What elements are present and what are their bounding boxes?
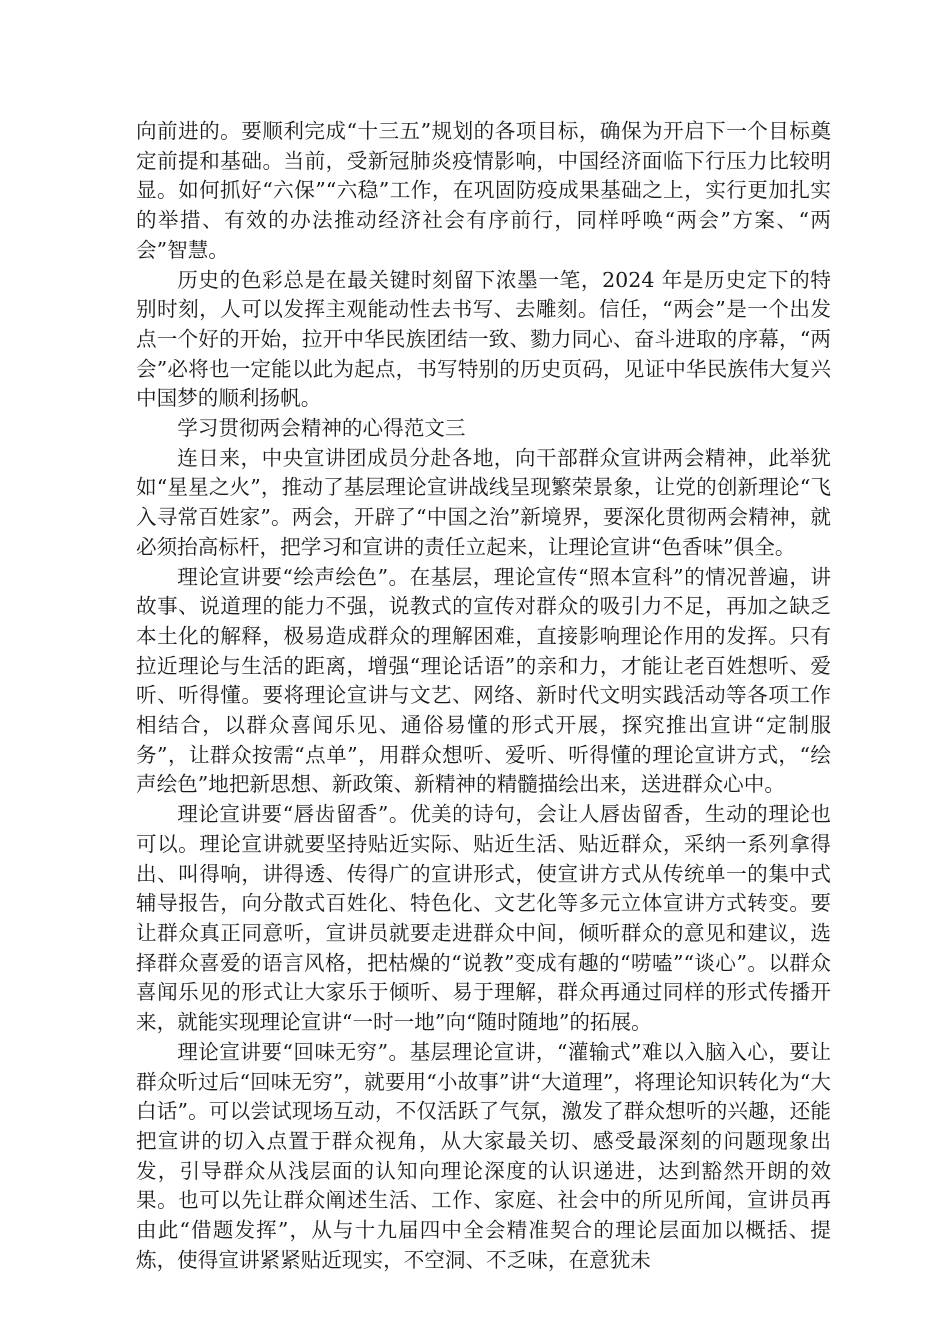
paragraph-history: 历史的色彩总是在最关键时刻留下浓墨一笔，2024 年是历史定下的特别时刻，人可以发挥主观能动性去书写、去雕刻。信任，“两会”是一个出发点一个好的开始，拉开中华民族团结一致、勠力同心、奋斗进取的序幕，“两会”必将也一定能以此为起点，书写特别的历史页码，见证中华民族伟大复兴中国梦的顺利扬帆。 [136, 267, 831, 411]
paragraph-opening: 连日来，中央宣讲团成员分赴各地，向干部群众宣讲两会精神，此举犹如“星星之火”，推动了基层理论宣讲战线呈现繁荣景象，让党的创新理论“飞入寻常百姓家”。两会，开辟了“中国之治”新境界，要深化贯彻两会精神，就必须抬高标杆，把学习和宣讲的责任立起来，让理论宣讲“色香味”俱全。 [136, 445, 831, 559]
paragraph-intro: 向前进的。要顺利完成“十三五”规划的各项目标，确保为开启下一个目标奠定前提和基础。当前，受新冠肺炎疫情影响，中国经济面临下行压力比较明显。如何抓好“六保”“六稳”工作，在巩固防疫成果基础之上，实行更加扎实的举措、有效的办法推动经济社会有序前行，同样呼唤“两会”方案、“两会”智慧。 [136, 119, 831, 262]
document-page [136, 117, 831, 1275]
paragraph-vivid: 理论宣讲要“绘声绘色”。在基层，理论宣传“照本宣科”的情况普遍，讲故事、说道理的能力不强，说教式的宣传对群众的吸引力不足，再加之缺乏本土化的解释，极易造成群众的理解困难，直接影响理论作用的发挥。只有拉近理论与生活的距离，增强“理论话语”的亲和力，才能让老百姓想听、爱听、听得懂。要将理论宣讲与文艺、网络、新时代文明实践活动等各项工作相结合，以群众喜闻乐见、通俗易懂的形式开展，探究推出宣讲“定制服务”，让群众按需“点单”，用群众想听、爱听、听得懂的理论宣讲方式，“绘声绘色”地把新思想、新政策、新精神的精髓描绘出来，送进群众心中。 [136, 564, 831, 797]
paragraph-lingering: 理论宣讲要“唇齿留香”。优美的诗句，会让人唇齿留香，生动的理论也可以。理论宣讲就要坚持贴近实际、贴近生活、贴近群众，采纳一系列拿得出、叫得响，讲得透、传得广的宣讲形式，使宣讲方式从传统单一的集中式辅导报告，向分散式百姓化、特色化、文艺化等多元立体宣讲方式转变。要让群众真正同意听，宣讲员就要走进群众中间，倾听群众的意见和建议，选择群众喜爱的语言风格，把枯燥的“说教”变成有趣的“唠嗑”“谈心”。以群众喜闻乐见的形式让大家乐于倾听、易于理解，群众再通过同样的形式传播开来，就能实现理论宣讲“一时一地”向“随时随地”的拓展。 [136, 802, 831, 1035]
section-heading: 学习贯彻两会精神的心得范文三 [177, 416, 466, 441]
paragraph-aftertaste: 理论宣讲要“回味无穷”。基层理论宣讲，“灌输式”难以入脑入心，要让群众听过后“回味无穷”，就要用“小故事”讲“大道理”，将理论知识转化为“大白话”。可以尝试现场互动，不仅活跃了气氛，激发了群众想听的兴趣，还能把宣讲的切入点置于群众视角，从大家最关切、感受最深刻的问题现象出发，引导群众从浅层面的认知向理论深度的认识递进，达到豁然开朗的效果。也可以先让群众阐述生活、工作、家庭、社会中的所见所闻，宣讲员再由此“借题发挥”，从与十九届四中全会精准契合的理论层面加以概括、提炼，使得宣讲紧紧贴近现实，不空洞、不乏味，在意犹未 [136, 1039, 831, 1272]
